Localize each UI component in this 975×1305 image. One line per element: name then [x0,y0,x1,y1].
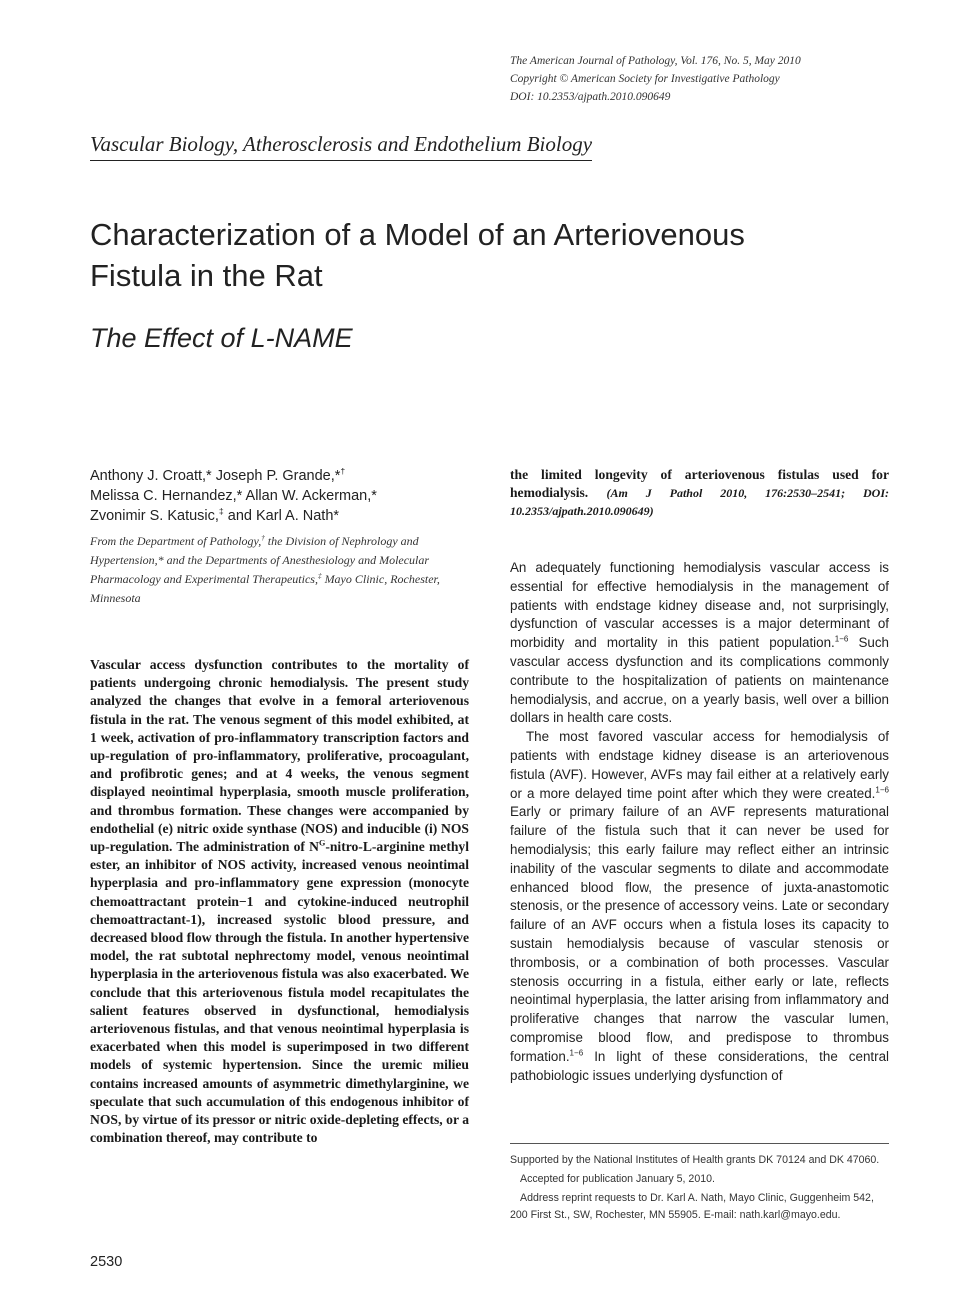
reprint-note: Address reprint requests to Dr. Karl A. Nath, Mayo Clinic, Guggenheim 542, 200 First St., SW, Rochester, MN 55905. E-mail: nath.karl@mayo.edu. [510,1192,874,1221]
author-line-3: Zvonimir S. Katusic,‡ and Karl A. Nath* [90,506,340,524]
reference-mark: 1−6 [569,1048,584,1058]
affiliation: From the Department of Pathology,† the Division of Nephrology and Hypertension,* and the Departments of Anesthesiology and Molecular Pharmacology and Experimental Therapeutics,‡ Mayo Clinic, Rochester, Minnesota [90,534,440,605]
abstract-continuation: the limited longevity of arteriovenous fistulas used for hemodialysis. (Am J Pathol 2010, 176:2530–2541; DOI: 10.2353/ajpath.2010.090649) [510,467,890,519]
author-line-2: Melissa C. Hernandez,* Allan W. Ackerman,* [90,488,377,504]
journal-volume-line: The American Journal of Pathology, Vol. 176, No. 5, May 2010 [510,55,801,67]
body-paragraph-2: The most favored vascular access for hemodialysis of patients with endstage kidney disease is an arteriovenous fistula (AVF). However, AVFs may fail either at a relatively early or a more delayed time point after which they were created.$^{1-6}$ Early or primary failure of an AVF represents maturational failure of the fistula such that it can never be used for hemodialysis; this early failure may reflect either an intrinsic inability of the vascular segments to dilate and accommodate enhanced blood flow, the presence of juxta-anastomotic stenosis, or the presence of accessory veins. Late or secondary failure of an AVF occurs when a fistula loses its capacity to sustain hemodialysis because of vascular stenosis or thrombosis, or a combination of both processes. Vascular stenosis occurring in a fistula, either early or late, reflects neointimal hyperplasia, the latter arising from inflammatory and proliferative changes that narrow the vascular lumen, compromise blood flow, and predispose to thrombus formation.$^{1-6}$ In light of these considerations, the central pathobiologic issues underlying dysfunction of [510,729,889,1083]
section-heading: Vascular Biology, Atherosclerosis and Endothelium Biology [90,132,592,161]
acceptance-note: Accepted for publication January 5, 2010. [520,1173,715,1185]
author-list [90,466,480,526]
reference-mark: 1−6 [875,785,889,795]
journal-doi-line: DOI: 10.2353/ajpath.2010.090649 [510,91,671,103]
body-paragraph-1: An adequately functioning hemodialysis vascular access is essential for effective hemodialysis in the management of patients with endstage kidney disease and, not surprisingly, dysfunction of vascular accesses is a major determinant of morbidity and mortality in this patient population.$^{1-6}$ Such vascular access dysfunction and its complications commonly contribute to the hospitalization of patients on maintenance hemodialysis, and accrue, on a yearly basis, well over a billion dollars in health care costs. [510,560,889,726]
article-title [90,214,870,296]
introduction-text [510,559,889,1085]
reference-mark: 1−6 [834,634,849,644]
article-subtitle: The Effect of L-NAME [90,323,353,353]
page-number: 2530 [90,1254,123,1270]
abstract-citation: (Am J Pathol 2010, 176:2530–2541; DOI: 10.2353/ajpath.2010.090649) [510,486,890,519]
journal-copyright-line: Copyright © American Society for Investigative Pathology [510,73,780,85]
abstract: Vascular access dysfunction contributes to the mortality of patients undergoing chronic hemodialysis. The present study analyzed the changes that evolve in a femoral arteriovenous fistula in the rat. The venous segment of this model exhibited, at 1 week, activation of pro-inflammatory transcription factors and up-regulation of pro-inflammatory, proliferative, procoagulant, and profibrotic genes; and at 4 weeks, the venous segment displayed neointimal hyperplasia, smooth muscle proliferation, and thrombus formation. These changes were accompanied by endothelial (e) nitric oxide synthase (NOS) and inducible (i) NOS up-regulation. The administration of $N^G-nitro-L$-arginine methyl ester, an inhibitor of NOS activity, increased venous neointimal hyperplasia and pro-inflammatory gene expression (monocyte chemoattractant protein−1 and cytokine-induced neutrophil chemoattractant-1), increased systolic blood pressure, and decreased blood flow through the fistula. In another hypertensive model, the rat subtotal nephrectomy model, venous neointimal hyperplasia in the arteriovenous fistula was also exacerbated. We conclude that this arteriovenous fistula model recapitulates the salient features observed in dysfunctional, hemodialysis arteriovenous fistulas, and that venous neointimal hyperplasia is exacerbated when this model is superimposed in two different models of systemic hypertension. Since the uremic milieu contains increased amounts of asymmetric dimethylarginine, we speculate that such accumulation of this endogenous inhibitor of NOS, by virtue of its pressor or nitric oxide-depleting effects, or a combination thereof, may contribute to [90,657,469,1146]
author-affil-mark: † [340,466,346,477]
title-line-2: Fistula in the Rat [90,258,323,293]
footnote-divider [510,1143,889,1144]
funding-note: Supported by the National Institutes of Health grants DK 70124 and DK 47060. [510,1154,880,1166]
journal-citation-header [510,52,930,106]
title-line-1: Characterization of a Model of an Arteriovenous [90,217,745,252]
footnotes [510,1152,889,1226]
author-line-1: Anthony J. Croatt,* Joseph P. Grande,*† [90,466,346,484]
author-affil-mark: ‡ [218,506,224,517]
